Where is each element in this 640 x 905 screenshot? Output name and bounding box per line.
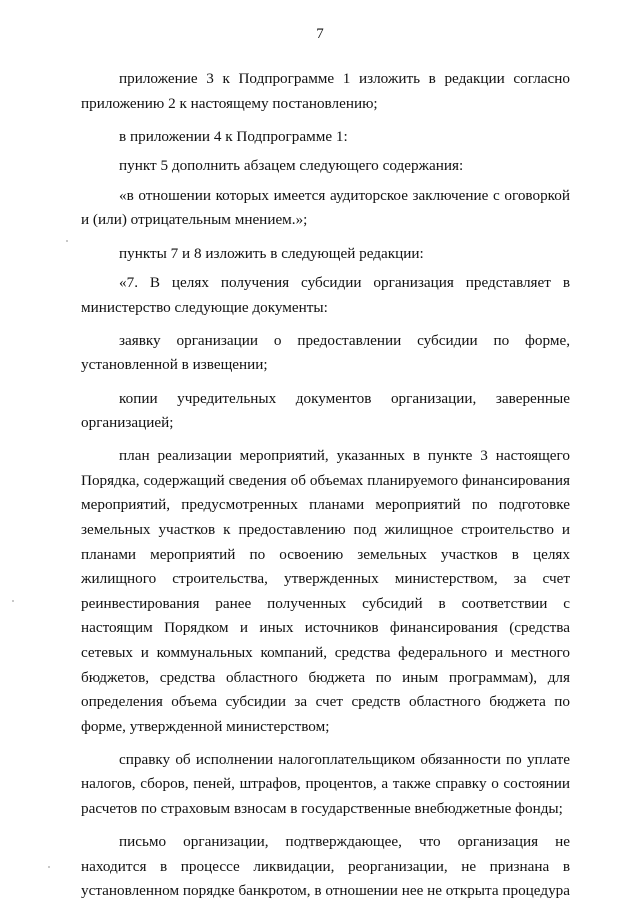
- paragraph-annex-4-heading: в приложении 4 к Подпрограмме 1:: [119, 127, 348, 145]
- scan-speck: [48, 866, 50, 868]
- list-item-founding-docs: копии учредительных документов организации, заверенные организацией;: [81, 389, 570, 432]
- paragraph-item-7: «7. В целях получения субсидии организация представляет в министерство следующие документы:: [81, 274, 570, 316]
- paragraph-items-7-8: пункты 7 и 8 изложить в следующей редакции:: [119, 244, 424, 262]
- list-item-letter: письмо организации, подтверждающее, что организация не находится в процессе ликвидации, реорганизации, не признана в установленном порядке банкротом, в отношении нее не открыта процедура: [81, 833, 570, 900]
- list-item-plan: план реализации мероприятий, указанных в пункте 3 настоящего Порядка, содержащий сведения об объемах планируемого финансирования мероприятий, предусмотренных планами мероприятий по подготовке земельных участков к предоставлению под жилищное строительство и планами мероприятий по освоению земельных участков в целях жилищного строительства, утвержденных министерством, за счет реинвестирования ранее полученных субсидий в соответствии с настоящим Порядком и иных источников финансирования (средства сетевых и коммунальных компаний, средства федерального и местного бюджетов, средства областного бюджета по иным программам), для определения объема субсидии за счет средств областного бюджета по форме, утвержденной министерством;: [81, 447, 570, 735]
- list-item-tax-certificate: справку об исполнении налогоплательщиком обязанности по уплате налогов, сборов, пеней, штрафов, процентов, а также справку о состоянии расчетов по страховым взносам в государственные внебюджетные фонды;: [81, 750, 570, 818]
- document-body: [81, 67, 570, 904]
- paragraph-audit-quote: «в отношении которых имеется аудиторское заключение с оговоркой и (или) отрицательным мнением.»;: [81, 186, 570, 229]
- scan-speck: [12, 600, 14, 602]
- page-number: 7: [316, 26, 324, 42]
- list-item-application: заявку организации о предоставлении субсидии по форме, установленной в извещении;: [81, 331, 570, 374]
- paragraph-item-5: пункт 5 дополнить абзацем следующего содержания:: [119, 157, 464, 175]
- paragraph-annex-3: приложение 3 к Подпрограмме 1 изложить в редакции согласно приложению 2 к настоящему постановлению;: [81, 70, 570, 112]
- scan-speck: [66, 240, 68, 242]
